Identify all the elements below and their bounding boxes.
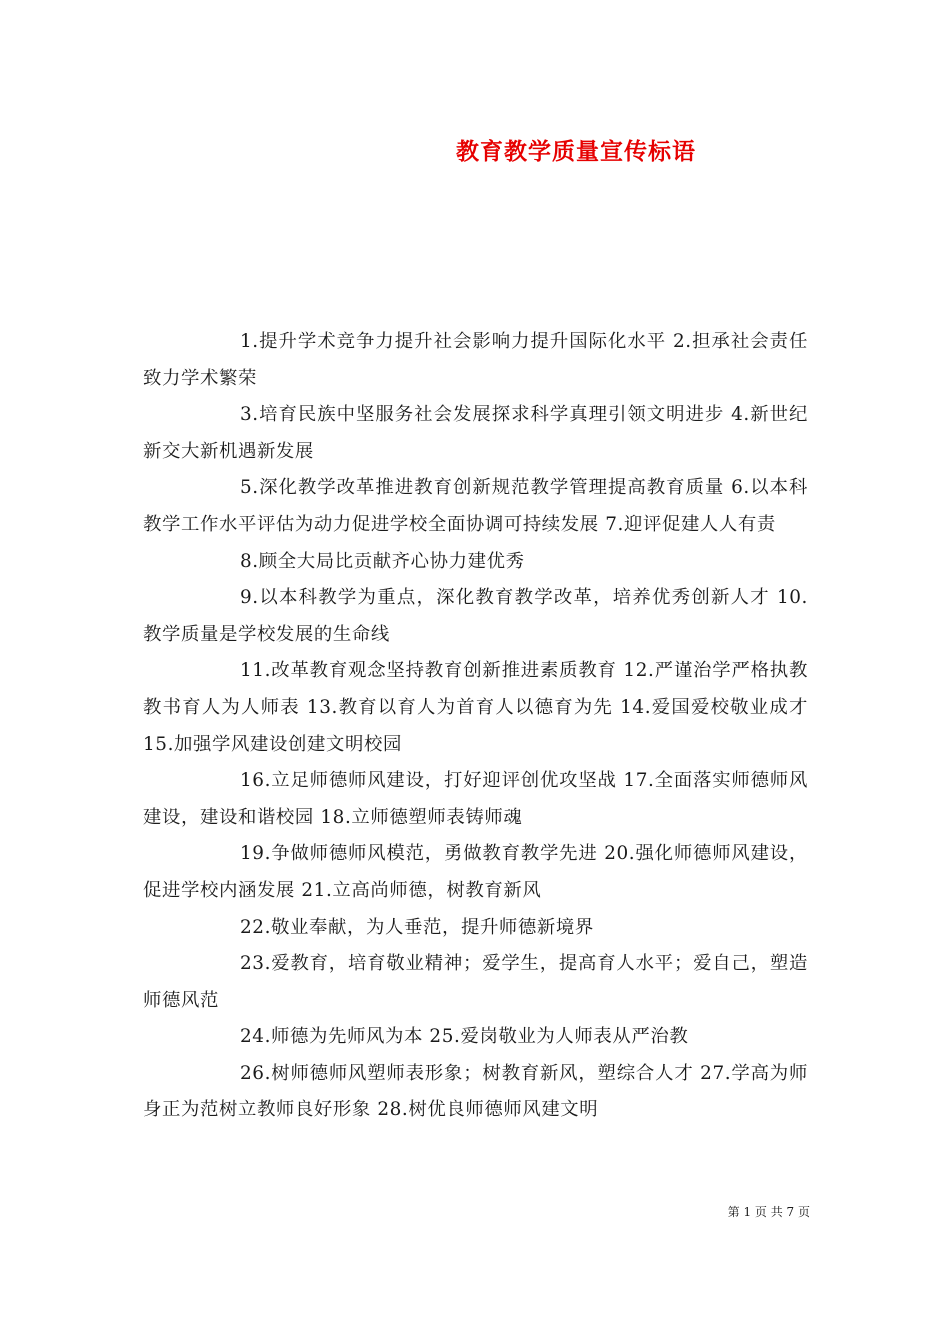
paragraph-7: 16.立足师德师风建设，打好迎评创优攻坚战 17.全面落实师德师风建设，建设和谐校园 18.立师德塑师表铸师魂 <box>143 770 808 828</box>
paragraph-11: 24.师德为先师风为本 25.爱岗敬业为人师表从严治教 <box>240 1026 689 1048</box>
document-title: 教育教学质量宣传标语 <box>456 138 696 165</box>
paragraph-12: 26.树师德师风塑师表形象；树教育新风，塑综合人才 27.学高为师身正为范树立教师良好形象 28.树优良师德师风建文明 <box>143 1062 808 1121</box>
page-number-footer: 第 1 页 共 7 页 <box>727 1205 810 1219</box>
paragraph-10: 23.爱教育，培育敬业精神；爱学生，提高育人水平；爱自己，塑造师德风范 <box>143 953 808 1011</box>
paragraph-3: 5.深化教学改革推进教育创新规范教学管理提高教育质量 6.以本科教学工作水平评估为动力促进学校全面协调可持续发展 7.迎评促建人人有责 <box>143 477 808 535</box>
document-body <box>143 324 808 1129</box>
paragraph-9: 22.敬业奉献，为人垂范，提升师德新境界 <box>240 916 594 938</box>
paragraph-4: 8.顾全大局比贡献齐心协力建优秀 <box>240 550 525 572</box>
paragraph-5: 9.以本科教学为重点，深化教育教学改革，培养优秀创新人才 10.教学质量是学校发展的生命线 <box>143 587 808 645</box>
paragraph-8: 19.争做师德师风模范，勇做教育教学先进 20.强化师德师风建设，促进学校内涵发展 21.立高尚师德，树教育新风 <box>143 843 808 901</box>
paragraph-1: 1.提升学术竞争力提升社会影响力提升国际化水平 2.担承社会责任致力学术繁荣 <box>143 331 808 389</box>
paragraph-6: 11.改革教育观念坚持教育创新推进素质教育 12.严谨治学严格执教教书育人为人师表 13.教育以育人为首育人以德育为先 14.爱国爱校敬业成才 15.加强学风建设创建文明校园 <box>143 660 808 755</box>
paragraph-2: 3.培育民族中坚服务社会发展探求科学真理引领文明进步 4.新世纪新交大新机遇新发展 <box>143 404 808 462</box>
